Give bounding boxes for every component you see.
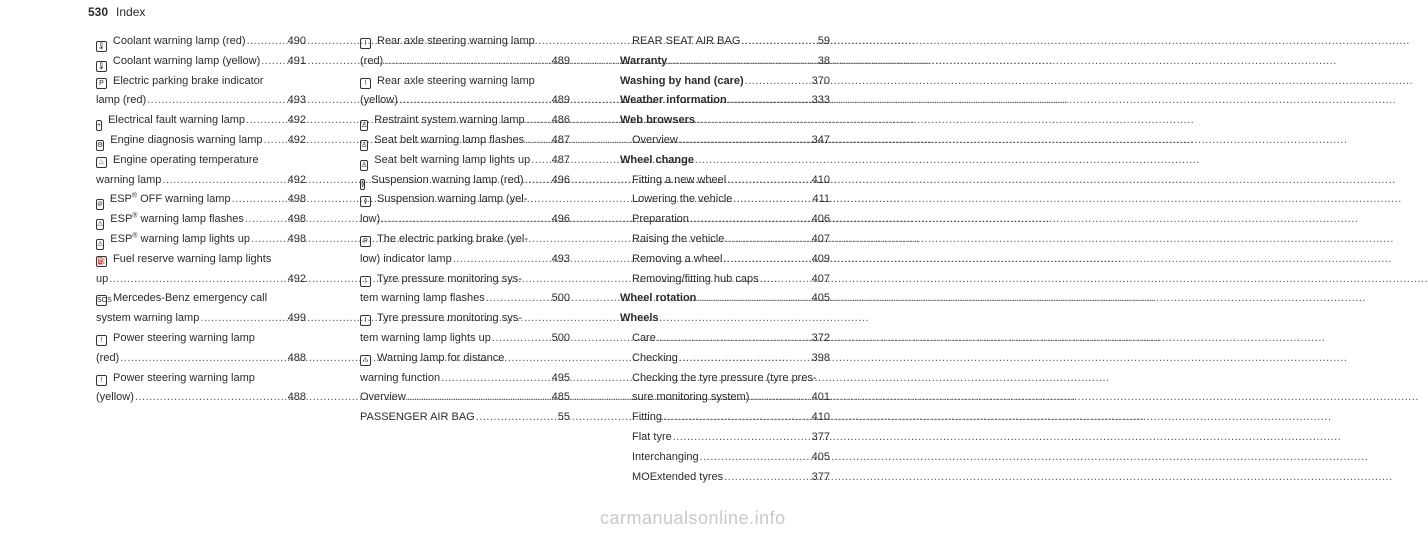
page-ref[interactable]: 410 [811, 411, 830, 424]
index-entry[interactable] [620, 329, 830, 349]
leader-dots [200, 309, 286, 329]
entry-line [360, 171, 570, 191]
entry-line [620, 309, 830, 329]
entry-line [96, 369, 306, 389]
index-entry[interactable] [360, 309, 570, 349]
page-ref[interactable]: 491 [287, 54, 306, 67]
entry-line [96, 91, 306, 111]
entry-line [96, 131, 306, 151]
leader-dots [492, 329, 551, 349]
entry-label-cont: up [96, 272, 109, 285]
leader-dots [486, 289, 551, 309]
entry-label: Restraint system warning lamp [374, 114, 525, 127]
page-ref[interactable]: 492 [287, 114, 306, 127]
page-ref[interactable]: 498 [287, 193, 306, 206]
seatbelt-icon: ♙ [361, 161, 368, 169]
leader-dots [109, 270, 286, 290]
entry-label-cont: (red) [360, 54, 384, 67]
entry-line [620, 32, 830, 52]
entry-label: Wheel change [620, 153, 694, 166]
leader-dots [725, 230, 810, 250]
entry-label-cont: warning lamp [96, 173, 162, 186]
entry-label: Tyre pressure monitoring sys- [377, 272, 522, 285]
entry-line [96, 250, 306, 270]
entry-label: Raising the vehicle [632, 232, 725, 245]
page-ref[interactable]: 492 [287, 173, 306, 186]
index-entry[interactable] [620, 448, 830, 468]
index-entry[interactable] [96, 151, 306, 191]
entry-label: Suspension warning lamp (yel- [377, 193, 528, 206]
entry-line [96, 190, 306, 210]
index-entry[interactable] [96, 111, 306, 131]
index-entry[interactable] [360, 408, 570, 428]
page-ref[interactable]: 487 [551, 153, 570, 166]
entry-label: Fitting [632, 411, 662, 424]
rear-steering-icon: ! [360, 78, 371, 89]
page-ref[interactable]: 490 [287, 35, 306, 47]
page-ref[interactable]: 499 [287, 312, 306, 325]
index-entry[interactable] [96, 32, 306, 52]
index-entry[interactable] [620, 428, 830, 448]
leader-dots [679, 131, 811, 151]
leader-dots [384, 52, 550, 72]
entry-label: Power steering warning lamp [113, 371, 255, 384]
entry-line [96, 289, 306, 309]
entry-label: Overview [360, 391, 406, 404]
leader-dots [724, 468, 811, 488]
entry-label: Fuel reserve warning lamp lights [113, 252, 272, 265]
page-ref[interactable]: 55 [557, 411, 570, 424]
entry-label: Seat belt warning lamp lights up [374, 153, 531, 166]
page-ref[interactable]: 493 [287, 94, 306, 107]
leader-dots [728, 91, 811, 111]
entry-label: Weather information [620, 94, 727, 107]
entry-line [620, 72, 830, 92]
entry-label: Power steering warning lamp [113, 331, 255, 344]
page-ref[interactable]: 59 [817, 35, 830, 47]
restraint-icon: ♙ [361, 121, 368, 129]
entry-line [360, 329, 570, 349]
rear-steering-icon: ! [360, 38, 371, 49]
leader-dots [531, 151, 550, 171]
index-entry[interactable] [96, 329, 306, 369]
leader-dots [760, 270, 811, 290]
entry-label-cont: warning function [360, 371, 441, 384]
page-ref[interactable]: 489 [551, 54, 570, 67]
engine-temp-icon: ♨ [96, 157, 107, 168]
entry-label: Electric parking brake indicator [113, 74, 264, 87]
fuel-icon: ⛽ [97, 257, 106, 265]
entry-label: REAR SEAT AIR BAG [632, 35, 741, 47]
leader-dots [724, 250, 811, 270]
leader-dots [232, 190, 287, 210]
entry-line [96, 171, 306, 191]
leader-dots [697, 289, 810, 309]
entry-line [360, 349, 570, 369]
index-entry[interactable] [620, 32, 830, 52]
entry-label: Interchanging [632, 450, 699, 463]
entry-line [96, 52, 306, 72]
index-entry[interactable] [96, 369, 306, 409]
entry-line [96, 32, 306, 52]
entry-line [96, 210, 306, 230]
entry-label: Fitting a new wheel [632, 173, 727, 186]
index-entry[interactable] [96, 230, 306, 250]
entry-line [620, 349, 830, 369]
entry-label: Checking the tyre pressure (tyre pres- [632, 371, 817, 384]
entry-label-cont: (yellow) [360, 94, 398, 107]
entry-label: Warranty [620, 54, 668, 67]
page-ref[interactable]: 405 [811, 292, 830, 305]
index-entry[interactable] [360, 190, 570, 230]
leader-dots [668, 52, 816, 72]
parking-brake-icon: P [360, 236, 371, 247]
leader-dots [750, 388, 810, 408]
leader-dots [441, 369, 551, 389]
entry-line [360, 230, 570, 250]
leader-dots [745, 72, 811, 92]
index-column-1 [96, 32, 306, 408]
steering-icon: ! [96, 335, 107, 346]
page-ref[interactable]: 495 [551, 371, 570, 384]
index-entry[interactable] [620, 171, 830, 191]
entry-line [620, 190, 830, 210]
page-ref[interactable]: 377 [811, 430, 830, 443]
entry-label: Seat belt warning lamp flashes [374, 133, 525, 146]
entry-label: ESP® warning lamp flashes [110, 212, 244, 226]
index-entry[interactable] [360, 171, 570, 191]
leader-dots [741, 32, 816, 52]
leader-dots [733, 190, 811, 210]
entry-line [96, 72, 306, 92]
page-ref[interactable]: 398 [811, 351, 830, 364]
entry-label: Electrical fault warning lamp [108, 114, 246, 127]
index-entry[interactable] [620, 151, 830, 171]
entry-line [360, 309, 570, 329]
entry-line [620, 151, 830, 171]
entry-line [620, 250, 830, 270]
entry-label: Overview [632, 133, 678, 146]
entry-label: Rear axle steering warning lamp [377, 74, 535, 87]
leader-dots [663, 408, 811, 428]
entry-line [620, 388, 830, 408]
entry-line [360, 190, 570, 210]
entry-line [96, 309, 306, 329]
page-ref[interactable]: 498 [287, 213, 306, 226]
entry-label-cont: sure monitoring system) [632, 391, 750, 404]
leader-dots [525, 131, 551, 151]
entry-label: Checking [632, 351, 678, 364]
page-ref[interactable]: 500 [551, 292, 570, 305]
entry-label: Warning lamp for distance [377, 351, 505, 364]
entry-label: Mercedes-Benz emergency call [113, 292, 268, 305]
index-column-2 [360, 32, 570, 428]
entry-line [360, 111, 570, 131]
entry-line [96, 230, 306, 250]
leader-dots [147, 91, 287, 111]
tyre-pressure-icon: ! [360, 315, 371, 326]
entry-label: Removing/fitting hub caps [632, 272, 759, 285]
index-entry[interactable] [360, 230, 570, 270]
entry-line [360, 131, 570, 151]
entry-line [360, 151, 570, 171]
page-ref[interactable]: 377 [811, 470, 830, 483]
leader-dots [135, 388, 287, 408]
leader-dots [251, 230, 287, 250]
entry-label: The electric parking brake (yel- [377, 232, 529, 245]
index-entry[interactable] [360, 32, 570, 72]
entry-label-cont: tem warning lamp lights up [360, 331, 491, 344]
index-entry[interactable] [96, 72, 306, 112]
page-ref[interactable]: 405 [811, 450, 830, 463]
entry-label: Engine operating temperature [113, 153, 259, 166]
page-ref[interactable]: 498 [287, 232, 306, 245]
leader-dots [399, 91, 551, 111]
entry-line [360, 388, 570, 408]
entry-line [360, 289, 570, 309]
entry-label: Engine diagnosis warning lamp [110, 133, 263, 146]
suspension-icon: ≬ [361, 181, 365, 189]
entry-line [620, 111, 830, 131]
leader-dots [247, 32, 287, 52]
entry-line [620, 210, 830, 230]
entry-line [620, 171, 830, 191]
index-entry[interactable] [620, 131, 830, 151]
seatbelt-icon: ♙ [361, 141, 368, 149]
page-ref[interactable]: 406 [811, 213, 830, 226]
leader-dots [162, 171, 286, 191]
entry-line [96, 270, 306, 290]
leader-dots [245, 210, 287, 230]
index-entry[interactable] [360, 131, 570, 151]
page-ref[interactable]: 38 [817, 54, 830, 67]
esp-icon: ⚠ [97, 240, 104, 248]
entry-label: Coolant warning lamp (yellow) [112, 54, 261, 67]
entry-line [360, 369, 570, 389]
index-entry[interactable] [360, 270, 570, 310]
page-ref[interactable]: 409 [811, 252, 830, 265]
index-entry[interactable] [96, 52, 306, 72]
index-entry[interactable] [96, 190, 306, 210]
entry-line [360, 91, 570, 111]
entry-label: MOExtended tyres [632, 470, 724, 483]
entry-label-cont: lamp (red) [96, 94, 147, 107]
page-ref[interactable]: 370 [811, 74, 830, 87]
index-entry[interactable] [360, 72, 570, 112]
coolant-icon: 🌡 [97, 62, 106, 70]
entry-label: ESP® warning lamp lights up [110, 232, 250, 245]
page-ref[interactable]: 492 [287, 133, 306, 146]
index-entry[interactable] [620, 52, 830, 72]
entry-label: Suspension warning lamp (red) [371, 173, 524, 186]
index-entry[interactable] [620, 210, 830, 230]
entry-line [620, 131, 830, 151]
index-entry[interactable] [620, 369, 830, 409]
tyre-pressure-icon: ! [360, 276, 371, 287]
leader-dots [727, 171, 810, 191]
page-ref[interactable]: 411 [812, 193, 830, 206]
leader-dots [657, 329, 811, 349]
page-ref[interactable]: 485 [551, 391, 570, 404]
entry-label-cont: (yellow) [96, 391, 134, 404]
index-entry[interactable] [96, 131, 306, 151]
entry-label: ESP® OFF warning lamp [109, 192, 231, 206]
page-ref[interactable]: 347 [811, 133, 830, 146]
index-entry[interactable] [620, 111, 830, 131]
index-entry[interactable] [96, 250, 306, 290]
entry-line [620, 270, 830, 290]
page-ref[interactable]: 407 [811, 232, 830, 245]
page-ref[interactable]: 489 [551, 94, 570, 107]
leader-dots [525, 171, 551, 191]
leader-dots [453, 250, 551, 270]
entry-label-cont: tem warning lamp flashes [360, 292, 485, 305]
leader-dots [700, 448, 811, 468]
leader-dots [690, 210, 811, 230]
steering-icon: ! [96, 375, 107, 386]
leader-dots [673, 428, 811, 448]
page-ref[interactable]: 493 [551, 252, 570, 265]
entry-line [620, 52, 830, 72]
suspension-icon: ≬ [360, 196, 371, 207]
entry-label: PASSENGER AIR BAG [360, 411, 475, 424]
entry-line [620, 289, 830, 309]
sos-icon: SOS [97, 297, 112, 305]
index-entry[interactable] [620, 91, 830, 111]
entry-line [360, 408, 570, 428]
index-entry[interactable] [620, 250, 830, 270]
esp-icon: ⚠ [97, 220, 104, 228]
leader-dots [261, 52, 286, 72]
entry-label-cont: low) indicator lamp [360, 252, 452, 265]
entry-line [360, 52, 570, 72]
page-ref[interactable]: 496 [551, 173, 570, 186]
entry-label: Flat tyre [632, 430, 672, 443]
entry-line [96, 329, 306, 349]
entry-line [96, 111, 306, 131]
page-ref[interactable]: 407 [811, 272, 830, 285]
index-entry[interactable] [620, 349, 830, 369]
entry-label: Care [632, 331, 656, 344]
leader-dots [476, 408, 557, 428]
entry-label: Wheels [620, 312, 659, 325]
entry-line [360, 32, 570, 52]
page-ref[interactable]: 410 [811, 173, 830, 186]
index-entry[interactable] [360, 388, 570, 408]
index-entry[interactable] [96, 289, 306, 329]
index-entry[interactable] [96, 210, 306, 230]
entry-label: Web browsers [620, 114, 695, 127]
leader-dots [264, 131, 287, 151]
esp-off-icon: ⊘ [97, 201, 103, 209]
leader-dots [407, 388, 551, 408]
index-entry[interactable] [360, 349, 570, 389]
index-entry[interactable] [620, 72, 830, 92]
entry-line [360, 72, 570, 92]
page-header [88, 5, 145, 19]
distance-warning-icon: ⚠ [360, 355, 371, 366]
leader-dots [526, 111, 551, 131]
index-entry[interactable] [620, 270, 830, 290]
index-entry[interactable] [360, 111, 570, 131]
index-entry[interactable] [620, 230, 830, 250]
engine-icon: ⚙ [97, 141, 104, 149]
parking-brake-icon: P [96, 78, 107, 89]
index-entry[interactable] [620, 309, 830, 329]
entry-label: Coolant warning lamp (red) [112, 35, 246, 47]
page-ref[interactable]: 487 [551, 133, 570, 146]
leader-dots [120, 349, 286, 369]
entry-label: Removing a wheel [632, 252, 723, 265]
entry-line [360, 250, 570, 270]
entry-label: Tyre pressure monitoring sys- [377, 312, 522, 325]
entry-line [96, 151, 306, 171]
entry-label-cont: (red) [96, 351, 120, 364]
entry-line [360, 270, 570, 290]
leader-dots [246, 111, 287, 131]
entry-label-cont: system warning lamp [96, 312, 200, 325]
index-entry[interactable] [360, 151, 570, 171]
section-title: Index [116, 5, 146, 19]
entry-line [620, 369, 830, 389]
index-entry[interactable] [620, 289, 830, 309]
coolant-icon: 🌡 [97, 42, 106, 50]
page-ref[interactable]: 488 [287, 351, 306, 364]
entry-line [620, 408, 830, 428]
index-entry[interactable] [620, 468, 830, 488]
leader-dots [679, 349, 811, 369]
page-ref[interactable]: 486 [551, 114, 570, 127]
index-entry[interactable] [620, 190, 830, 210]
entry-label: Lowering the vehicle [632, 193, 733, 206]
index-entry[interactable] [620, 408, 830, 428]
entry-label: Wheel rotation [620, 292, 697, 305]
page-ref[interactable]: 372 [811, 331, 830, 344]
leader-dots [381, 210, 550, 230]
entry-label-cont: low) [360, 213, 381, 226]
entry-line [620, 230, 830, 250]
entry-line [96, 349, 306, 369]
entry-line [620, 428, 830, 448]
page-ref[interactable]: 492 [287, 272, 306, 285]
watermark: carmanualsonline.info [600, 508, 786, 528]
page-ref[interactable]: 333 [811, 94, 830, 107]
entry-line [96, 388, 306, 408]
page-number: 530 [88, 5, 109, 19]
entry-line [620, 448, 830, 468]
entry-label: Rear axle steering warning lamp [377, 35, 535, 47]
entry-line [360, 210, 570, 230]
page-ref[interactable]: 401 [811, 391, 830, 404]
entry-line [620, 329, 830, 349]
battery-icon: + [97, 121, 102, 129]
page-ref[interactable]: 496 [551, 213, 570, 226]
entry-label: Washing by hand (care) [620, 74, 744, 87]
page-ref[interactable]: 500 [551, 331, 570, 344]
index-column-3 [620, 32, 830, 487]
page-ref[interactable]: 488 [287, 391, 306, 404]
entry-line [620, 91, 830, 111]
entry-line [620, 468, 830, 488]
entry-label: Preparation [632, 213, 689, 226]
